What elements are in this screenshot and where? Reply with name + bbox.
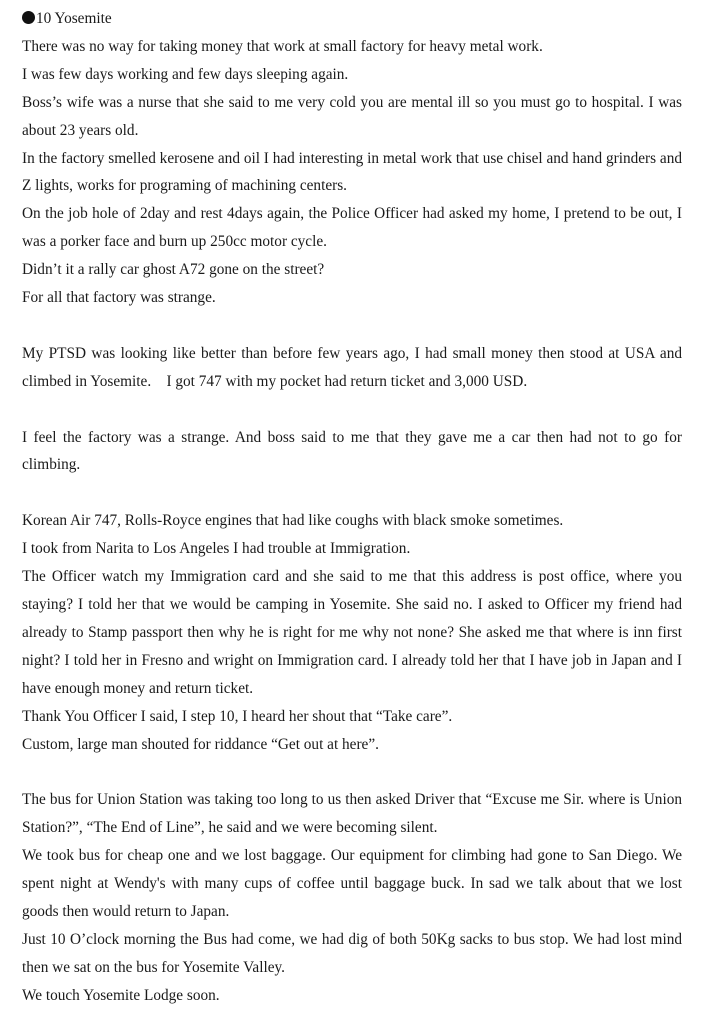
paragraph: I took from Narita to Los Angeles I had trouble at Immigration.	[22, 540, 411, 558]
paragraph: Didn’t it a rally car ghost A72 gone on the street?	[22, 261, 325, 279]
paragraph: On the job hole of 2day and rest 4days again, the Police Officer had asked my home, I pretend to be out, I was a porker face and burn up 250cc motor cycle.	[22, 205, 682, 251]
paragraph: The bus for Union Station was taking too long to us then asked Driver that “Excuse me Sir. where is Union Station?”, “The End of Line”, he said and we were becoming silent.	[22, 791, 682, 837]
paragraph-gap	[22, 758, 682, 786]
paragraph: Thank You Officer I said, I step 10, I heard her shout that “Take care”.	[22, 707, 453, 725]
paragraph-gap	[22, 312, 682, 340]
paragraph: Custom, large man shouted for riddance “Get out at here”.	[22, 735, 379, 753]
paragraph: We took bus for cheap one and we lost baggage. Our equipment for climbing had gone to San Diego. We spent night at Wendy's with many cups of coffee until baggage buck. In sad we talk about that we lost goods then would return to Japan.	[22, 847, 682, 920]
paragraph: In the factory smelled kerosene and oil I had interesting in metal work that use chisel and hand grinders and Z lights, works for programing of machining centers.	[22, 149, 682, 195]
bullet-icon	[22, 11, 35, 24]
document-body	[22, 5, 682, 1010]
paragraph: My PTSD was looking like better than before few years ago, I had small money then stood at USA and climbed in Yosemite. I got 747 with my pocket had return ticket and 3,000 USD.	[22, 344, 682, 390]
paragraph-gap	[22, 479, 682, 507]
paragraph: We touch Yosemite Lodge soon.	[22, 986, 220, 1004]
paragraph: For all that factory was strange.	[22, 289, 216, 307]
paragraph: I feel the factory was a strange. And boss said to me that they gave me a car then had not to go for climbing.	[22, 428, 682, 474]
paragraph: Just 10 O’clock morning the Bus had come, we had dig of both 50Kg sacks to bus stop. We had lost mind then we sat on the bus for Yosemite Valley.	[22, 930, 682, 976]
paragraph: There was no way for taking money that work at small factory for heavy metal work.	[22, 37, 543, 55]
paragraph-gap	[22, 396, 682, 424]
section-heading	[22, 5, 682, 33]
section-title: 10 Yosemite	[36, 10, 112, 27]
paragraph: I was few days working and few days sleeping again.	[22, 65, 349, 83]
paragraph: The Officer watch my Immigration card and she said to me that this address is post office, where you staying? I told her that we would be camping in Yosemite. She said no. I asked to Officer my friend had already to Stamp passport then why he is right for me why not none? She asked me that where is inn first night? I told her in Fresno and wright on Immigration card. I already told her that I have job in Japan and I have enough money and return ticket.	[22, 568, 682, 697]
paragraph: Korean Air 747, Rolls-Royce engines that had like coughs with black smoke sometimes.	[22, 512, 564, 530]
paragraph: Boss’s wife was a nurse that she said to me very cold you are mental ill so you must go to hospital. I was about 23 years old.	[22, 93, 682, 139]
